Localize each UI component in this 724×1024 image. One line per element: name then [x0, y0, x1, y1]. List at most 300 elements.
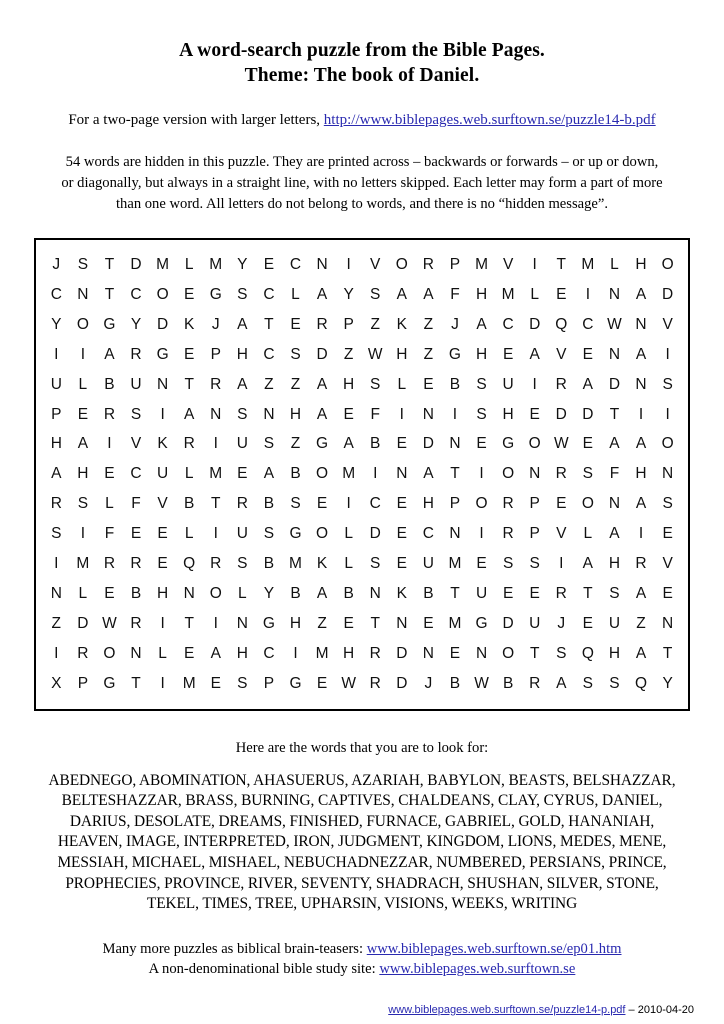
letter-cell: B [184, 495, 195, 513]
letter-cell: Z [290, 375, 301, 393]
word-search-grid [34, 238, 690, 711]
letter-cell: S [290, 495, 301, 513]
letter-cell: W [367, 345, 383, 363]
letter-cell: L [344, 525, 353, 543]
letter-cell: A [582, 555, 594, 573]
letter-cell: J [211, 315, 220, 333]
letter-cell: N [183, 584, 195, 602]
letter-cell: C [130, 465, 142, 483]
letter-cell: T [184, 375, 194, 393]
letter-cell: O [395, 256, 408, 273]
letter-cell: N [422, 644, 434, 662]
letter-cell: B [130, 584, 142, 602]
letter-cell: I [80, 345, 86, 363]
letter-cell: N [50, 584, 62, 602]
letter-cell: S [263, 435, 275, 453]
letter-cell: N [210, 405, 222, 423]
letter-cell: T [529, 644, 540, 662]
letter-cell: T [104, 285, 115, 303]
letter-cell: T [370, 614, 380, 632]
letter-cell: P [449, 256, 461, 273]
letter-cell: B [449, 674, 461, 692]
letter-cell: T [184, 614, 194, 632]
letter-cell: D [77, 614, 89, 632]
letter-cell: R [50, 495, 62, 513]
letter-cell: C [130, 285, 142, 303]
letter-cell: B [104, 375, 115, 393]
letter-cell: C [263, 285, 275, 303]
letter-cell: Z [370, 315, 380, 333]
letter-cell: I [559, 555, 564, 573]
letter-cell: S [476, 405, 487, 423]
letter-cell: P [77, 674, 89, 692]
letter-cell: I [638, 525, 644, 543]
letter-cell: R [130, 614, 142, 632]
letter-cell: N [157, 375, 169, 393]
letter-cell: E [476, 555, 487, 573]
letter-cell: T [583, 584, 593, 602]
two-page-note-text: For a two-page version with larger letters, [68, 112, 321, 128]
letter-cell: E [556, 285, 567, 303]
letter-cell: A [529, 345, 540, 363]
letter-cell: I [54, 555, 59, 573]
letter-cell: F [609, 465, 620, 483]
letter-cell: E [662, 584, 673, 602]
letter-cell: B [423, 584, 434, 602]
letter-cell: E [423, 375, 434, 393]
letter-cell: E [396, 435, 407, 453]
source-pdf-link[interactable]: www.biblepages.web.surftown.se/puzzle14-p.pdf [388, 1003, 626, 1016]
letter-cell: F [370, 405, 380, 423]
letter-cell: V [502, 256, 514, 273]
letter-cell: E [529, 405, 540, 423]
letter-cell: E [502, 584, 514, 602]
title-line-2: Theme: The book of Daniel. [244, 65, 480, 86]
letter-cell: C [502, 315, 514, 333]
letter-cell: F [131, 495, 141, 513]
letter-cell: S [130, 405, 142, 423]
letter-cell: O [316, 465, 329, 483]
letter-cell: N [662, 614, 674, 632]
page-title [0, 0, 724, 88]
letter-cell: I [638, 405, 644, 423]
letter-cell: A [51, 465, 62, 483]
letter-cell: L [610, 256, 619, 273]
instructions-paragraph [0, 152, 724, 215]
letter-cell: I [54, 644, 59, 662]
letter-cell: H [608, 644, 621, 662]
letter-cell: H [343, 644, 355, 662]
letter-cell: A [423, 465, 434, 483]
letter-cell: E [396, 495, 407, 513]
letter-cell: H [475, 345, 488, 363]
word-list-line-7: TEKEL, TIMES, TREE, UPHARSIN, VISIONS, WEEKS, WRITING [146, 895, 578, 913]
letter-cell: U [422, 555, 434, 573]
letter-cell: I [160, 614, 165, 632]
letter-cell: P [529, 525, 540, 543]
letter-cell: O [156, 285, 169, 303]
letter-cell: I [293, 644, 298, 662]
letter-cell: T [556, 256, 566, 273]
letter-cell: Z [51, 614, 62, 632]
letter-cell: M [289, 555, 302, 573]
letter-cell: S [77, 256, 89, 273]
letter-cell: O [581, 495, 594, 513]
letter-cell: G [156, 345, 169, 363]
letter-cell: A [609, 525, 620, 543]
letter-cell: P [263, 674, 275, 692]
letter-cell: O [528, 435, 541, 453]
letter-cell: W [102, 614, 117, 632]
letter-cell: I [213, 614, 218, 632]
instructions-line-3: than one word. All letters do not belong to words, and there is no “hidden message”. [115, 196, 609, 212]
letter-cell: Y [237, 256, 248, 273]
letter-cell: R [210, 375, 222, 393]
letter-cell: I [160, 674, 165, 692]
letter-cell: U [236, 525, 248, 543]
letter-cell: E [582, 435, 594, 453]
letter-cell: N [608, 285, 621, 303]
letter-cell: E [582, 614, 594, 632]
letter-cell: I [665, 405, 670, 423]
letter-cell: S [582, 674, 594, 692]
letter-cell: S [370, 555, 381, 573]
letter-cell: M [581, 256, 595, 273]
letter-cell: N [635, 315, 647, 333]
letter-cell: Z [636, 614, 646, 632]
letter-cell: S [237, 674, 248, 692]
more-puzzles-row [0, 939, 724, 960]
letter-cell: E [396, 525, 407, 543]
letter-cell: A [343, 435, 354, 453]
letter-cell: R [502, 495, 514, 513]
letter-cell: A [635, 495, 647, 513]
letter-cell: W [607, 315, 622, 333]
letter-cell: A [237, 375, 248, 393]
letter-cell: N [529, 465, 541, 483]
letter-cell: A [316, 584, 328, 602]
letter-cell: S [370, 375, 381, 393]
letter-cell: A [316, 405, 328, 423]
letter-cell: E [290, 315, 301, 333]
letter-cell: Q [555, 315, 568, 333]
letter-grid-row [43, 400, 681, 430]
letter-grid-row [43, 609, 681, 639]
letter-cell: M [156, 256, 170, 273]
letter-grid-row [43, 340, 681, 370]
letter-cell: L [238, 584, 247, 602]
letter-cell: G [209, 285, 222, 303]
letter-cell: E [104, 465, 115, 483]
letter-cell: U [50, 375, 62, 393]
letter-cell: A [635, 435, 647, 453]
letter-cell: I [107, 435, 112, 453]
letter-cell: R [236, 495, 248, 513]
letter-cell: N [475, 644, 488, 662]
letter-cell: U [236, 435, 248, 453]
letter-cell: D [608, 375, 621, 393]
letter-cell: O [103, 644, 116, 662]
letter-cell: C [422, 525, 434, 543]
letter-cell: R [77, 644, 89, 662]
letter-cell: G [289, 525, 302, 543]
letter-cell: N [422, 405, 434, 423]
letter-cell: S [609, 584, 620, 602]
letter-cell: X [51, 674, 62, 692]
letter-cell: A [263, 465, 275, 483]
letter-cell: V [157, 495, 168, 513]
letter-cell: N [396, 614, 408, 632]
letter-cell: N [449, 435, 461, 453]
letter-cell: I [532, 375, 537, 393]
letter-cell: D [502, 614, 514, 632]
letter-cell: O [316, 525, 329, 543]
letter-grid-row [43, 549, 681, 579]
letter-cell: Z [264, 375, 274, 393]
letter-cell: D [582, 405, 594, 423]
letter-cell: O [209, 584, 222, 602]
letter-cell: O [475, 495, 488, 513]
letter-cell: I [80, 525, 86, 543]
letter-cell: N [263, 405, 275, 423]
letter-cell: P [449, 495, 461, 513]
letter-cell: B [502, 674, 514, 692]
letter-cell: U [608, 614, 621, 632]
letter-cell: B [290, 465, 301, 483]
letter-cell: A [476, 315, 487, 333]
letter-cell: S [476, 375, 487, 393]
letter-cell: N [369, 584, 381, 602]
letter-cell: Y [51, 315, 62, 333]
letter-cell: B [449, 375, 461, 393]
letter-cell: M [448, 614, 462, 632]
letter-cell: R [130, 345, 142, 363]
letter-cell: M [209, 256, 223, 273]
letter-cell: R [555, 375, 567, 393]
letter-cell: H [50, 435, 62, 453]
footer-stamp [0, 1004, 724, 1016]
letter-cell: P [529, 495, 540, 513]
letter-cell: B [343, 584, 354, 602]
letter-cell: T [450, 584, 460, 602]
letter-cell: H [635, 256, 647, 273]
letter-cell: M [209, 465, 223, 483]
letter-cell: T [662, 644, 673, 662]
letter-cell: H [475, 285, 488, 303]
letter-cell: A [635, 644, 647, 662]
letter-cell: B [290, 584, 301, 602]
letter-cell: Z [290, 435, 301, 453]
letter-cell: H [502, 405, 514, 423]
study-site-link[interactable]: www.biblepages.web.surftown.se [379, 961, 576, 978]
more-puzzles-link[interactable]: www.biblepages.web.surftown.se/ep01.htm [366, 940, 622, 957]
letter-cell: C [263, 644, 275, 662]
letter-cell: I [160, 405, 165, 423]
letter-cell: M [448, 555, 462, 573]
letter-cell: T [131, 674, 141, 692]
letter-cell: L [105, 495, 114, 513]
letter-cell: R [555, 465, 567, 483]
letter-cell: R [210, 555, 222, 573]
letter-cell: C [582, 315, 594, 333]
letter-cell: A [396, 285, 407, 303]
two-page-pdf-link[interactable]: http://www.biblepages.web.surftown.se/puzzle14-b.pdf [323, 112, 656, 128]
letter-cell: G [502, 435, 515, 453]
letter-cell: K [184, 315, 195, 333]
letter-cell: Y [263, 584, 275, 602]
letter-cell: E [130, 525, 142, 543]
letter-cell: A [210, 644, 221, 662]
letter-grid-row [43, 429, 681, 459]
letter-cell: U [130, 375, 142, 393]
letter-cell: M [182, 674, 196, 692]
letter-cell: E [184, 644, 195, 662]
letter-cell: D [369, 525, 381, 543]
letter-cell: R [369, 674, 381, 692]
letter-cell: B [370, 435, 381, 453]
letter-cell: A [237, 315, 248, 333]
letter-cell: Z [423, 345, 434, 363]
letter-cell: D [422, 435, 434, 453]
letter-cell: L [184, 465, 194, 483]
letter-grid-row [43, 459, 681, 489]
letter-cell: C [263, 345, 275, 363]
letter-cell: L [184, 256, 194, 273]
letter-cell: A [582, 375, 594, 393]
letter-cell: E [184, 285, 195, 303]
letter-cell: E [662, 525, 673, 543]
letter-cell: M [342, 465, 356, 483]
letter-cell: V [556, 525, 567, 543]
letter-cell: A [635, 345, 647, 363]
footer-links [0, 939, 724, 980]
letter-cell: I [479, 465, 484, 483]
letter-cell: A [635, 584, 647, 602]
letter-cell: S [237, 405, 248, 423]
letter-cell: D [662, 285, 674, 303]
letter-cell: F [104, 525, 115, 543]
letter-cell: N [608, 495, 621, 513]
letter-cell: R [555, 584, 567, 602]
letter-cell: E [343, 405, 354, 423]
letter-cell: B [263, 555, 275, 573]
letter-cell: H [289, 405, 302, 423]
letter-cell: W [474, 674, 489, 692]
letter-cell: Y [343, 285, 354, 303]
letter-cell: P [210, 345, 221, 363]
letter-cell: H [396, 345, 408, 363]
letter-cell: E [582, 345, 594, 363]
letter-cell: N [635, 375, 647, 393]
letter-cell: G [103, 674, 116, 692]
letter-cell: E [184, 345, 195, 363]
letter-cell: I [532, 256, 537, 273]
letter-cell: Y [662, 674, 673, 692]
letter-cell: K [316, 555, 328, 573]
letter-cell: R [502, 525, 514, 543]
letter-cell: P [343, 315, 354, 333]
instructions-line-2: or diagonally, but always in a straight line, with no letters skipped. Each letter may form a part of more [61, 175, 663, 191]
letter-cell: O [661, 435, 674, 453]
letter-cell: U [475, 584, 488, 602]
letter-cell: A [77, 435, 89, 453]
letter-cell: A [316, 375, 328, 393]
letter-cell: B [263, 495, 275, 513]
letter-cell: H [157, 584, 169, 602]
letter-cell: D [396, 644, 408, 662]
letter-cell: K [396, 315, 407, 333]
letter-cell: H [289, 614, 302, 632]
letter-cell: H [236, 345, 248, 363]
letter-cell: J [424, 674, 433, 692]
letter-cell: E [237, 465, 248, 483]
letter-cell: Z [317, 614, 327, 632]
letter-cell: U [157, 465, 169, 483]
letter-cell: G [289, 674, 302, 692]
letter-cell: M [501, 285, 515, 303]
letter-cell: E [529, 584, 540, 602]
letter-grid-row [43, 370, 681, 400]
word-list-line-4: HEAVEN, IMAGE, INTERPRETED, IRON, JUDGMENT, KINGDOM, LIONS, MEDES, MENE, [57, 833, 667, 851]
letter-cell: R [103, 405, 116, 423]
letter-cell: L [583, 525, 593, 543]
letter-cell: A [184, 405, 195, 423]
letter-cell: L [184, 525, 194, 543]
letter-cell: N [608, 345, 621, 363]
word-list-intro: Here are the words that you are to look for: [235, 739, 489, 756]
letter-cell: Z [343, 345, 354, 363]
letter-cell: E [316, 495, 328, 513]
letter-cell: E [157, 555, 168, 573]
letter-cell: E [423, 614, 434, 632]
letter-cell: I [399, 405, 404, 423]
letter-cell: H [635, 465, 647, 483]
letter-cell: E [476, 435, 487, 453]
letter-grid-row [43, 579, 681, 609]
letter-grid-row [43, 489, 681, 519]
letter-cell: I [54, 345, 59, 363]
word-list-line-1: ABEDNEGO, ABOMINATION, AHASUERUS, AZARIAH, BABYLON, BEASTS, BELSHAZZAR, [48, 771, 676, 789]
letter-cell: R [369, 644, 381, 662]
letter-cell: E [77, 405, 89, 423]
letter-cell: W [341, 674, 356, 692]
letter-cell: H [343, 375, 355, 393]
letter-cell: S [51, 525, 62, 543]
letter-cell: D [157, 315, 169, 333]
study-site-text: A non-denominational bible study site: [148, 961, 376, 978]
two-page-version-note [0, 110, 724, 130]
letter-cell: J [52, 256, 61, 273]
letter-cell: R [529, 674, 541, 692]
letter-cell: C [289, 256, 302, 273]
letter-cell: R [183, 435, 195, 453]
letter-cell: K [157, 435, 168, 453]
letter-cell: V [662, 555, 673, 573]
letter-cell: E [343, 614, 354, 632]
letter-cell: A [609, 435, 620, 453]
letter-cell: E [449, 644, 461, 662]
letter-cell: S [582, 465, 594, 483]
letter-cell: L [78, 375, 88, 393]
letter-cell: A [104, 345, 115, 363]
letter-cell: A [316, 285, 328, 303]
letter-cell: H [77, 465, 89, 483]
letter-cell: U [529, 614, 541, 632]
letter-cell: D [529, 315, 541, 333]
letter-grid-row [43, 639, 681, 669]
letter-cell: H [608, 555, 621, 573]
letter-cell: S [370, 285, 381, 303]
